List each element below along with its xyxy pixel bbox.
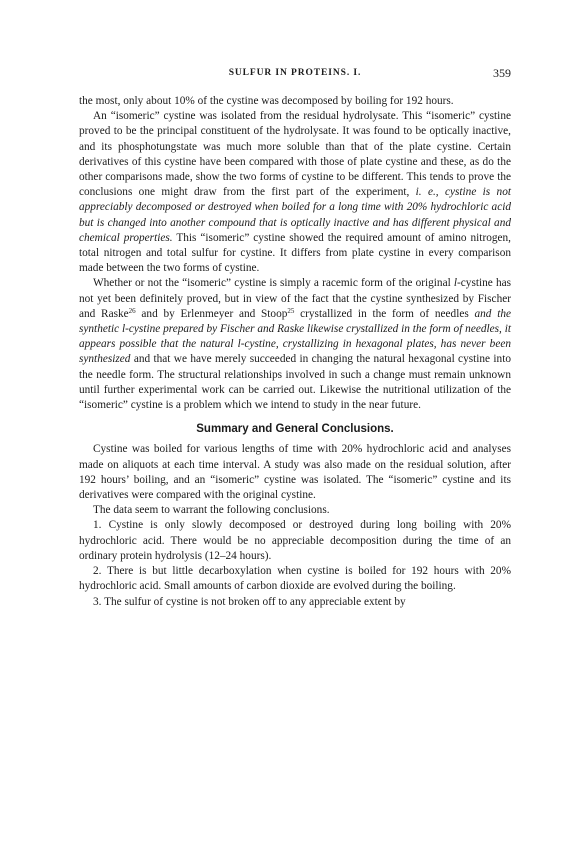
text-run: An “isomeric” cystine was isolated from the residual hydrolysate. This “isomeric” cystine proved to be the principal constituent of the hydrolysate. It was found to be optically inactive, and its phosphotungstate was much more soluble than that of the plate cystine. Certain derivatives of this cystine have been compared with those of plate cystine and these, as do the other comparisons made, show the two forms of cystine to be different. This tends to prove the conclusions one might draw from the first part of the experiment, — [79, 110, 511, 199]
text-run: This “isomeric” cystine showed the required amount of amino nitrogen, total nitrogen and total sulfur for cystine. It differs from plate cystine in every comparison made between the two forms of cystine. — [79, 231, 511, 275]
text-run: the most, only about 10% of the cystine was decomposed by boiling for 192 hours. — [79, 95, 454, 107]
paragraph-isomeric-cystine — [79, 109, 511, 276]
conclusion-item: 2. There is but little decarboxylation when cystine is boiled for 192 hours with 20% hydrochloric acid. Small amounts of carbon dioxide are evolved during the boiling. — [79, 565, 511, 593]
body-text — [79, 94, 511, 610]
paragraph-racemic-form — [79, 276, 511, 413]
text-run: -cystine has not yet been definitely proved, but in view of the fact that the cystine synthesized by Fischer and Raske — [79, 277, 511, 320]
text-run: and by Erlenmeyer and Stoop — [135, 307, 288, 320]
italic-conclusion: i. e., cystine is not appreciably decomposed or destroyed when boiled for a long time with 20% hydrochloric acid but is changed into another compound that is optically inactive and has different physical and chemical properties. — [79, 186, 511, 244]
text-run: crystallized in the form of needles — [294, 307, 475, 320]
conclusion-item: 1. Cystine is only slowly decomposed or destroyed during long boiling with 20% hydrochloric acid. There would be no appreciable decomposition during the time of an ordinary protein hydrolysis (12–24 hours). — [79, 519, 511, 562]
footnote-ref: 26 — [128, 306, 136, 315]
text-run: and that we have merely succeeded in changing the natural hexagonal cystine into the needle form. The structural relationships involved in such a change must remain unknown until further experimental work can be carried out. Likewise the nutritional utilization of the “isomeric” cystine is a problem which we intend to study in the near future. — [79, 353, 511, 412]
summary-lead: The data seem to warrant the following conclusions. — [93, 504, 330, 517]
footnote-ref: 25 — [287, 306, 295, 315]
page-number: 359 — [493, 66, 511, 80]
italic-statement: and the synthetic l-cystine prepared by Fischer and Raske likewise crystallized in the form of needles, it appears possible that the natural l-cystine, crystallizing in hexagonal plates, has never been synthesized — [79, 307, 511, 366]
page-header — [79, 68, 511, 84]
conclusion-item: 3. The sulfur of cystine is not broken off to any appreciable extent by — [93, 595, 406, 608]
summary-paragraph: Cystine was boiled for various lengths of time with 20% hydrochloric acid and analyses made on aliquots at each time interval. A study was also made on the residual solution, after 192 hours’ boiling, and an “isomeric” cystine was isolated. The “isomeric” cystine and its derivatives were compared with the original cystine. — [79, 443, 511, 502]
paragraph-continuation — [79, 94, 511, 109]
text-run: Whether or not the “isomeric” cystine is simply a racemic form of the original — [93, 277, 454, 290]
section-heading: Summary and General Conclusions. — [196, 423, 394, 436]
running-head: SULFUR IN PROTEINS. I. — [228, 68, 362, 78]
italic-prefix: l — [453, 277, 458, 290]
